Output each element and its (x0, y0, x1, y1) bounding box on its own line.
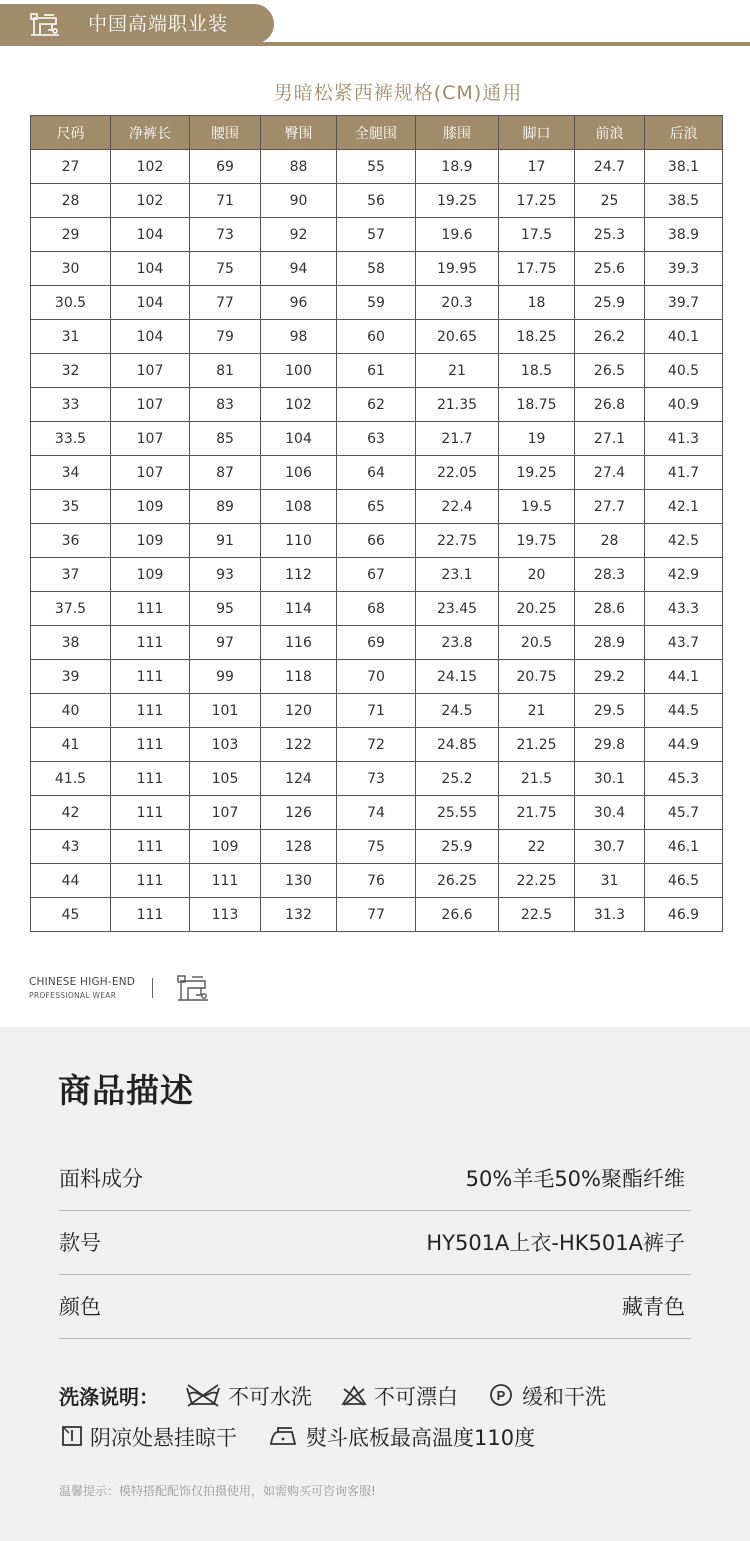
table-header-row (31, 116, 723, 150)
table-cell: 20.65 (416, 320, 499, 354)
table-cell: 21.5 (499, 762, 575, 796)
table-cell: 28.9 (575, 626, 645, 660)
table-cell: 25.2 (416, 762, 499, 796)
sewing-machine-icon (175, 973, 211, 1003)
table-cell: 109 (111, 490, 190, 524)
table-row (31, 354, 723, 388)
table-cell: 104 (111, 320, 190, 354)
table-cell: 38 (31, 626, 111, 660)
table-cell: 105 (190, 762, 261, 796)
table-cell: 21 (499, 694, 575, 728)
table-cell: 69 (337, 626, 416, 660)
table-cell: 107 (111, 354, 190, 388)
table-cell: 111 (111, 864, 190, 898)
table-cell: 24.85 (416, 728, 499, 762)
table-cell: 104 (111, 218, 190, 252)
table-cell: 17.25 (499, 184, 575, 218)
table-cell: 37 (31, 558, 111, 592)
table-cell: 101 (190, 694, 261, 728)
column-header: 脚口 (499, 116, 575, 150)
column-header: 尺码 (31, 116, 111, 150)
table-cell: 25.3 (575, 218, 645, 252)
brand-line-2: PROFESSIONAL WEAR (29, 991, 117, 1000)
table-cell: 79 (190, 320, 261, 354)
color-label: 颜色 (59, 1295, 101, 1319)
no-bleach-icon (340, 1383, 368, 1407)
table-cell: 58 (337, 252, 416, 286)
table-cell: 32 (31, 354, 111, 388)
table-cell: 118 (261, 660, 337, 694)
table-cell: 111 (111, 694, 190, 728)
table-row (31, 762, 723, 796)
table-cell: 31.3 (575, 898, 645, 932)
table-cell: 111 (111, 830, 190, 864)
table-cell: 42.5 (645, 524, 723, 558)
table-row (31, 660, 723, 694)
table-cell: 111 (111, 898, 190, 932)
table-cell: 61 (337, 354, 416, 388)
table-cell: 22.25 (499, 864, 575, 898)
table-cell: 18.25 (499, 320, 575, 354)
table-cell: 132 (261, 898, 337, 932)
table-cell: 106 (261, 456, 337, 490)
table-cell: 91 (190, 524, 261, 558)
table-cell: 39.7 (645, 286, 723, 320)
table-cell: 59 (337, 286, 416, 320)
table-cell: 30 (31, 252, 111, 286)
table-cell: 26.2 (575, 320, 645, 354)
table-row (31, 626, 723, 660)
table-cell: 45.3 (645, 762, 723, 796)
table-cell: 17 (499, 150, 575, 184)
table-cell: 104 (261, 422, 337, 456)
table-row (31, 898, 723, 932)
table-cell: 37.5 (31, 592, 111, 626)
table-cell: 18.75 (499, 388, 575, 422)
table-cell: 41.7 (645, 456, 723, 490)
table-cell: 38.9 (645, 218, 723, 252)
table-cell: 111 (111, 626, 190, 660)
table-cell: 25.6 (575, 252, 645, 286)
table-cell: 20 (499, 558, 575, 592)
table-cell: 62 (337, 388, 416, 422)
table-row (31, 286, 723, 320)
table-cell: 96 (261, 286, 337, 320)
brand-mark (29, 976, 135, 1000)
table-cell: 25 (575, 184, 645, 218)
table-cell: 73 (337, 762, 416, 796)
table-cell: 55 (337, 150, 416, 184)
table-cell: 104 (111, 286, 190, 320)
table-cell: 43 (31, 830, 111, 864)
table-cell: 19.6 (416, 218, 499, 252)
column-header: 腰围 (190, 116, 261, 150)
table-row (31, 218, 723, 252)
table-cell: 41.5 (31, 762, 111, 796)
table-cell: 26.6 (416, 898, 499, 932)
table-row (31, 422, 723, 456)
table-cell: 18.5 (499, 354, 575, 388)
table-cell: 111 (111, 660, 190, 694)
table-cell: 31 (575, 864, 645, 898)
table-row (31, 830, 723, 864)
table-cell: 71 (337, 694, 416, 728)
care-shade-dry-text: 阴凉处悬挂晾干 (90, 1426, 237, 1450)
fabric-label: 面料成分 (59, 1167, 143, 1191)
table-cell: 66 (337, 524, 416, 558)
table-row (31, 184, 723, 218)
table-cell: 21.25 (499, 728, 575, 762)
table-cell: 17.5 (499, 218, 575, 252)
table-cell: 102 (111, 150, 190, 184)
table-cell: 68 (337, 592, 416, 626)
table-cell: 67 (337, 558, 416, 592)
table-cell: 108 (261, 490, 337, 524)
table-cell: 23.8 (416, 626, 499, 660)
color-row (59, 1275, 691, 1339)
table-cell: 29.5 (575, 694, 645, 728)
table-cell: 75 (190, 252, 261, 286)
table-cell: 60 (337, 320, 416, 354)
table-cell: 128 (261, 830, 337, 864)
table-cell: 46.5 (645, 864, 723, 898)
table-cell: 77 (190, 286, 261, 320)
table-cell: 24.5 (416, 694, 499, 728)
table-row (31, 524, 723, 558)
column-header: 臀围 (261, 116, 337, 150)
table-cell: 22.05 (416, 456, 499, 490)
table-cell: 39 (31, 660, 111, 694)
description-title: 商品描述 (58, 1071, 194, 1110)
table-cell: 18 (499, 286, 575, 320)
table-cell: 72 (337, 728, 416, 762)
style-number-row (59, 1211, 691, 1275)
table-cell: 19.75 (499, 524, 575, 558)
table-cell: 64 (337, 456, 416, 490)
table-cell: 21.75 (499, 796, 575, 830)
table-cell: 56 (337, 184, 416, 218)
column-header: 净裤长 (111, 116, 190, 150)
table-cell: 109 (111, 558, 190, 592)
table-cell: 75 (337, 830, 416, 864)
table-cell: 23.45 (416, 592, 499, 626)
table-cell: 28.3 (575, 558, 645, 592)
table-cell: 40.1 (645, 320, 723, 354)
table-cell: 71 (190, 184, 261, 218)
table-row (31, 320, 723, 354)
table-cell: 21.35 (416, 388, 499, 422)
table-cell: 122 (261, 728, 337, 762)
table-cell: 43.7 (645, 626, 723, 660)
table-cell: 94 (261, 252, 337, 286)
fabric-row (59, 1147, 691, 1211)
table-cell: 70 (337, 660, 416, 694)
table-cell: 98 (261, 320, 337, 354)
table-row (31, 694, 723, 728)
table-cell: 46.9 (645, 898, 723, 932)
table-row (31, 388, 723, 422)
table-cell: 44 (31, 864, 111, 898)
table-cell: 116 (261, 626, 337, 660)
table-cell: 35 (31, 490, 111, 524)
table-cell: 44.9 (645, 728, 723, 762)
table-cell: 23.1 (416, 558, 499, 592)
table-cell: 39.3 (645, 252, 723, 286)
sewing-machine-icon (28, 10, 62, 40)
fabric-value: 50%羊毛50%聚酯纤维 (465, 1167, 685, 1191)
table-cell: 27.1 (575, 422, 645, 456)
table-cell: 38.1 (645, 150, 723, 184)
table-cell: 111 (111, 592, 190, 626)
table-cell: 26.5 (575, 354, 645, 388)
table-cell: 28 (31, 184, 111, 218)
style-number-value: HY501A上衣-HK501A裤子 (426, 1231, 685, 1255)
table-cell: 25.9 (416, 830, 499, 864)
table-cell: 111 (190, 864, 261, 898)
table-cell: 111 (111, 762, 190, 796)
table-cell: 30.1 (575, 762, 645, 796)
table-cell: 45 (31, 898, 111, 932)
table-row (31, 490, 723, 524)
table-cell: 44.1 (645, 660, 723, 694)
table-cell: 40 (31, 694, 111, 728)
table-cell: 41 (31, 728, 111, 762)
care-instructions-label: 洗涤说明： (59, 1385, 159, 1409)
table-cell: 26.8 (575, 388, 645, 422)
table-cell: 22.4 (416, 490, 499, 524)
table-cell: 92 (261, 218, 337, 252)
table-cell: 22.75 (416, 524, 499, 558)
table-cell: 28 (575, 524, 645, 558)
table-cell: 83 (190, 388, 261, 422)
table-cell: 65 (337, 490, 416, 524)
table-cell: 27.4 (575, 456, 645, 490)
table-cell: 102 (111, 184, 190, 218)
dry-clean-p-icon (489, 1383, 513, 1407)
column-header: 后浪 (645, 116, 723, 150)
table-row (31, 150, 723, 184)
table-row (31, 592, 723, 626)
table-title: 男暗松紧西裤规格(CM)通用 (273, 82, 523, 104)
table-cell: 40.9 (645, 388, 723, 422)
table-cell: 110 (261, 524, 337, 558)
table-cell: 74 (337, 796, 416, 830)
table-cell: 21 (416, 354, 499, 388)
care-no-wash-text: 不可水洗 (228, 1385, 312, 1409)
care-dry-clean (489, 1381, 629, 1409)
table-cell: 104 (111, 252, 190, 286)
table-cell: 20.3 (416, 286, 499, 320)
table-cell: 93 (190, 558, 261, 592)
table-cell: 20.5 (499, 626, 575, 660)
table-cell: 77 (337, 898, 416, 932)
table-cell: 44.5 (645, 694, 723, 728)
table-cell: 112 (261, 558, 337, 592)
table-cell: 97 (190, 626, 261, 660)
table-cell: 114 (261, 592, 337, 626)
care-shade-dry (61, 1422, 261, 1450)
table-cell: 19.95 (416, 252, 499, 286)
table-cell: 111 (111, 728, 190, 762)
table-cell: 111 (111, 796, 190, 830)
table-cell: 42 (31, 796, 111, 830)
table-cell: 18.9 (416, 150, 499, 184)
table-row (31, 864, 723, 898)
page-header (0, 0, 750, 46)
table-cell: 31 (31, 320, 111, 354)
table-cell: 19.25 (499, 456, 575, 490)
column-header: 全腿围 (337, 116, 416, 150)
table-cell: 87 (190, 456, 261, 490)
product-description-section (0, 1027, 750, 1541)
table-cell: 130 (261, 864, 337, 898)
table-cell: 103 (190, 728, 261, 762)
table-cell: 20.25 (499, 592, 575, 626)
column-header: 前浪 (575, 116, 645, 150)
table-cell: 81 (190, 354, 261, 388)
tip-text: 温馨提示：模特搭配配饰仅拍摄使用，如需购买可咨询客服! (59, 1484, 376, 1498)
column-header: 膝围 (416, 116, 499, 150)
size-table (30, 115, 723, 932)
table-cell: 99 (190, 660, 261, 694)
table-cell: 21.7 (416, 422, 499, 456)
care-no-bleach-text: 不可漂白 (374, 1385, 458, 1409)
table-cell: 33.5 (31, 422, 111, 456)
table-cell: 26.25 (416, 864, 499, 898)
table-cell: 25.55 (416, 796, 499, 830)
table-cell: 57 (337, 218, 416, 252)
style-number-label: 款号 (59, 1231, 101, 1255)
table-cell: 19.25 (416, 184, 499, 218)
table-cell: 69 (190, 150, 261, 184)
table-cell: 109 (111, 524, 190, 558)
brand-line-1: CHINESE HIGH-END (29, 976, 136, 988)
table-cell: 27 (31, 150, 111, 184)
table-cell: 30.4 (575, 796, 645, 830)
table-cell: 30.5 (31, 286, 111, 320)
table-cell: 29.2 (575, 660, 645, 694)
care-iron (268, 1422, 568, 1450)
table-row (31, 796, 723, 830)
table-cell: 63 (337, 422, 416, 456)
table-cell: 95 (190, 592, 261, 626)
table-row (31, 456, 723, 490)
table-cell: 76 (337, 864, 416, 898)
table-cell: 28.6 (575, 592, 645, 626)
table-cell: 73 (190, 218, 261, 252)
table-cell: 107 (111, 422, 190, 456)
table-cell: 38.5 (645, 184, 723, 218)
header-title: 中国高端职业装 (88, 13, 229, 35)
table-cell: 17.75 (499, 252, 575, 286)
table-cell: 27.7 (575, 490, 645, 524)
table-cell: 24.7 (575, 150, 645, 184)
table-cell: 46.1 (645, 830, 723, 864)
table-cell: 40.5 (645, 354, 723, 388)
table-cell: 43.3 (645, 592, 723, 626)
table-cell: 100 (261, 354, 337, 388)
table-cell: 20.75 (499, 660, 575, 694)
svg-text:P: P (496, 1388, 506, 1403)
table-cell: 30.7 (575, 830, 645, 864)
table-cell: 29 (31, 218, 111, 252)
color-value: 藏青色 (622, 1295, 685, 1319)
table-cell: 33 (31, 388, 111, 422)
table-cell: 24.15 (416, 660, 499, 694)
table-cell: 85 (190, 422, 261, 456)
table-cell: 107 (111, 388, 190, 422)
table-cell: 22.5 (499, 898, 575, 932)
table-cell: 89 (190, 490, 261, 524)
table-cell: 45.7 (645, 796, 723, 830)
care-dry-clean-text: 缓和干洗 (522, 1385, 606, 1409)
table-cell: 126 (261, 796, 337, 830)
table-cell: 42.9 (645, 558, 723, 592)
care-no-wash (184, 1381, 324, 1409)
table-cell: 19.5 (499, 490, 575, 524)
table-cell: 25.9 (575, 286, 645, 320)
table-cell: 109 (190, 830, 261, 864)
table-row (31, 558, 723, 592)
table-cell: 124 (261, 762, 337, 796)
no-wash-icon (184, 1383, 222, 1407)
iron-icon (268, 1424, 298, 1448)
table-row (31, 728, 723, 762)
table-cell: 19 (499, 422, 575, 456)
table-cell: 22 (499, 830, 575, 864)
table-cell: 113 (190, 898, 261, 932)
table-cell: 102 (261, 388, 337, 422)
table-cell: 36 (31, 524, 111, 558)
table-cell: 34 (31, 456, 111, 490)
table-cell: 88 (261, 150, 337, 184)
care-no-bleach (340, 1381, 480, 1409)
table-cell: 41.3 (645, 422, 723, 456)
table-cell: 120 (261, 694, 337, 728)
table-row (31, 252, 723, 286)
table-cell: 107 (190, 796, 261, 830)
table-cell: 29.8 (575, 728, 645, 762)
shade-dry-icon (61, 1424, 83, 1448)
table-cell: 107 (111, 456, 190, 490)
care-iron-text: 熨斗底板最高温度110度 (306, 1426, 536, 1450)
table-cell: 42.1 (645, 490, 723, 524)
brand-separator (152, 978, 153, 998)
table-cell: 90 (261, 184, 337, 218)
